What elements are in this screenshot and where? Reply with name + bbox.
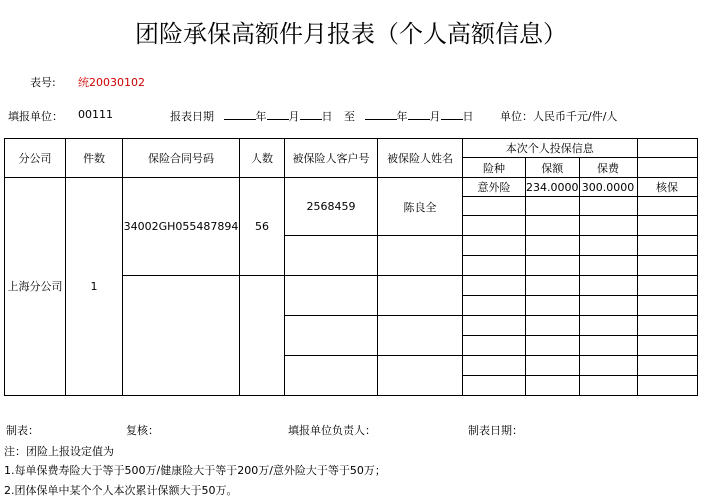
table-cell [637,376,697,396]
header-coverage: 保额 [526,158,580,178]
table-cell [463,336,526,356]
day-label: 日 [321,110,333,123]
cell-branch: 上海分公司 [5,178,66,396]
table-cell [526,336,580,356]
day-label: 日 [462,110,474,123]
note-item-2: 2.团体保单中某个个人本次累计保额大于50万。 [4,484,238,497]
year-label: 年 [255,110,267,123]
table-cell [463,376,526,396]
end-day-blank[interactable] [441,108,463,120]
header-empty [637,158,697,178]
header-policy-info: 本次个人投保信息 [463,139,638,158]
table-cell [285,276,378,316]
table-cell [463,356,526,376]
maker-label: 制表： [6,424,39,437]
table-cell [463,197,526,216]
table-cell [579,276,637,296]
header-risk-type: 险种 [463,158,526,178]
table-cell [285,316,378,356]
start-month-blank[interactable] [267,108,289,120]
table-cell [526,316,580,336]
header-count: 件数 [66,139,123,178]
header-contract-no: 保险合同号码 [123,139,240,178]
table-cell [378,316,463,356]
table-cell [463,216,526,236]
table-cell [526,236,580,256]
table-cell [526,216,580,236]
table-cell [637,316,697,336]
table-cell [526,356,580,376]
cell-people: 56 [240,178,285,276]
header-premium: 保费 [579,158,637,178]
header-empty [637,139,697,158]
header-customer-no: 被保险人客户号 [285,139,378,178]
table-cell [579,256,637,276]
table-cell [123,276,240,396]
cell-customer-no: 2568459 [285,178,378,236]
page-title: 团险承保高额件月报表（个人高额信息） [135,20,567,48]
end-month-blank[interactable] [408,108,430,120]
table-cell [579,316,637,336]
table-cell [526,256,580,276]
table-cell [378,356,463,396]
table-cell [463,276,526,296]
report-number-value: 统20030102 [78,76,145,89]
table-cell [579,376,637,396]
table-cell [637,256,697,276]
report-number-label: 表号: [30,76,56,89]
table-cell [637,216,697,236]
cell-risk-type: 意外险 [463,178,526,197]
report-date-label: 报表日期 [170,110,214,123]
reviewer-label: 复核： [126,424,159,437]
table-cell [526,276,580,296]
table-cell [526,376,580,396]
cell-insured-name: 陈良全 [378,178,463,236]
table-cell [463,296,526,316]
table-cell [637,336,697,356]
header-insured-name: 被保险人姓名 [378,139,463,178]
table-cell [637,296,697,316]
year-label: 年 [396,110,408,123]
cell-count: 1 [66,178,123,396]
cell-status: 核保 [637,178,697,197]
header-branch: 分公司 [5,139,66,178]
cell-premium: 300.0000 [579,178,637,197]
table-cell [579,216,637,236]
start-day-blank[interactable] [300,108,322,120]
table-cell [637,356,697,376]
start-year-blank[interactable] [224,108,256,120]
month-label: 月 [288,110,300,123]
table-cell [378,236,463,276]
table-cell [526,296,580,316]
table-cell [526,197,580,216]
table-cell [579,336,637,356]
report-table [4,138,698,396]
table-cell [463,236,526,256]
header-people: 人数 [240,139,285,178]
currency-unit: 单位：人民币千元/件/人 [500,110,618,123]
make-date-label: 制表日期： [468,424,523,437]
table-cell [285,356,378,396]
table-cell [637,197,697,216]
report-date-row [170,108,474,124]
reporting-unit-value: 00111 [78,108,113,121]
note-title: 注：团险上报设定值为 [4,445,114,458]
table-cell [579,236,637,256]
table-cell [637,236,697,256]
reporting-unit-label: 填报单位： [8,110,63,123]
cell-coverage: 234.0000 [526,178,580,197]
table-cell [579,356,637,376]
month-label: 月 [429,110,441,123]
to-label: 至 [344,110,355,123]
table-cell [240,276,285,396]
table-cell [463,256,526,276]
table-cell [463,316,526,336]
table-cell [637,276,697,296]
table-cell [579,296,637,316]
table-cell [579,197,637,216]
table-cell [378,276,463,316]
unit-head-label: 填报单位负责人： [288,424,376,437]
end-year-blank[interactable] [365,108,397,120]
note-item-1: 1.每单保费寿险大于等于500万/健康险大于等于200万/意外险大于等于50万； [4,464,386,477]
cell-contract-no: 34002GH055487894 [123,178,240,276]
table-cell [285,236,378,276]
